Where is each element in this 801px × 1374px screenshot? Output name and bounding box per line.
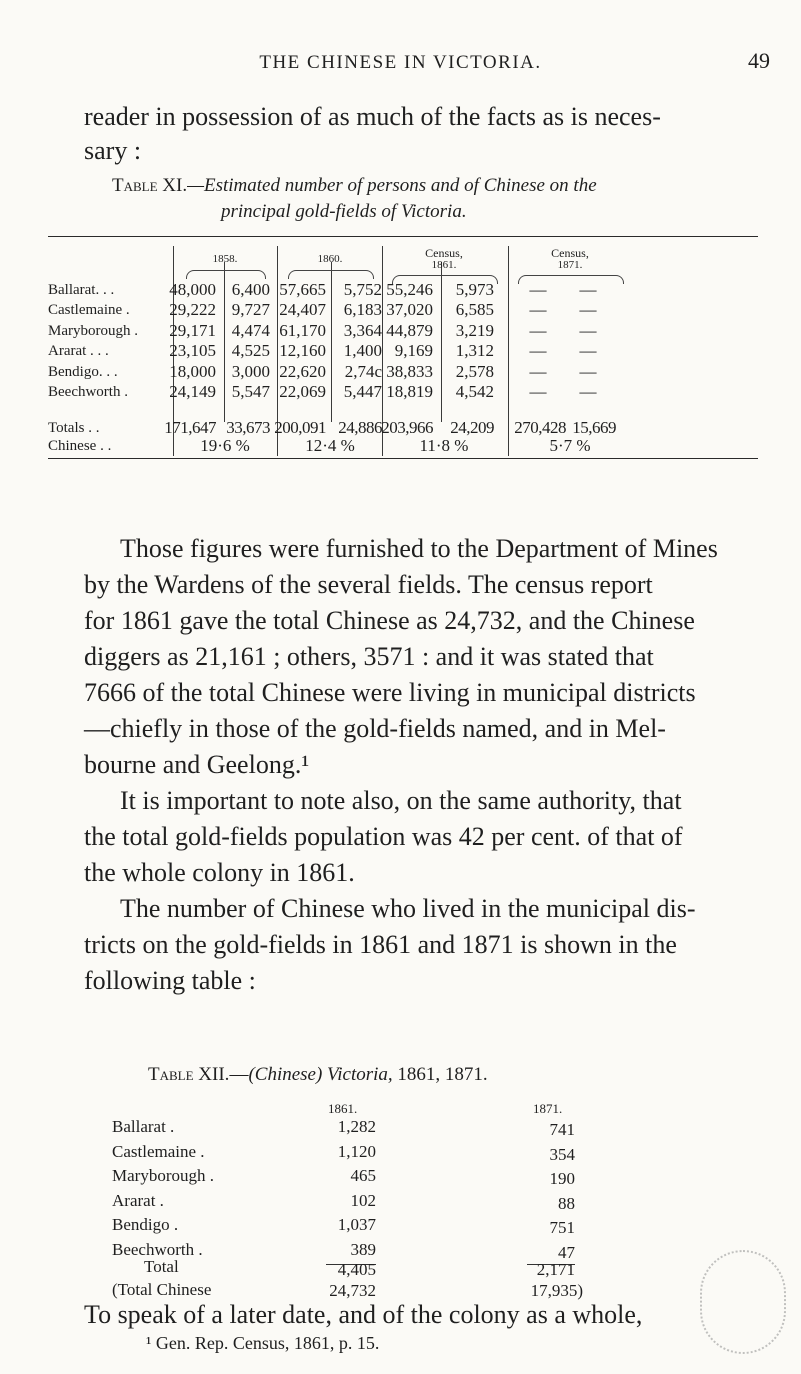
table11-cell: —	[529, 280, 547, 299]
table11-total-cell: 24,209	[450, 418, 494, 437]
table12-1871-value: 190	[549, 1169, 575, 1188]
table11-title-1: —Estimated number of persons and of Chinese on the	[187, 175, 597, 196]
table11-cell: 18,000	[169, 361, 216, 381]
para3-line: The number of Chinese who lived in the municipal dis-	[120, 894, 696, 923]
table11-cell: 61,170	[279, 320, 326, 340]
table11-cell: —	[579, 341, 597, 361]
table11-cell: 57,665	[279, 280, 326, 299]
table12-total-label: Total	[144, 1257, 179, 1276]
table11-row-label: Bendigo. . .	[48, 363, 118, 380]
table11-brace	[288, 270, 374, 279]
table11-cell: 12,160	[279, 341, 326, 361]
para2-line: the whole colony in 1861.	[84, 858, 355, 887]
table11-year-bottom: 1858.	[212, 253, 238, 265]
table11-top-rule	[48, 236, 758, 237]
table11-cell: 9,169	[394, 341, 433, 361]
para1-line: bourne and Geelong.¹	[84, 750, 310, 779]
table11-cell: 6,400	[231, 280, 270, 299]
table11-cell: 4,525	[231, 341, 270, 361]
table11-cell: 44,879	[386, 320, 433, 340]
table11-cell: 5,752	[343, 280, 382, 299]
table11-cell: —	[529, 300, 547, 320]
table11-total-cell: 171,647	[164, 418, 216, 437]
table11-row-label: Castlemaine .	[48, 302, 130, 319]
closing-line: To speak of a later date, and of the colony as a whole,	[84, 1300, 643, 1329]
table11-cell: —	[579, 280, 597, 299]
library-stamp-image	[700, 1250, 786, 1354]
table12-row-label: Ballarat .	[112, 1117, 175, 1136]
table12-1861-value: 1,120	[337, 1141, 376, 1161]
para2-line: the total gold-fields population was 42 per cent. of that of	[84, 822, 683, 851]
table11-cell: 24,149	[169, 382, 216, 401]
table11-cell: —	[529, 320, 547, 340]
table11-cell: 2,578	[455, 361, 494, 381]
table11-cell: 5,547	[231, 382, 270, 401]
table11-cell: 37,020	[386, 300, 433, 320]
table11-cell: 6,183	[343, 300, 382, 320]
table11-total-cell: 24,886	[338, 418, 382, 437]
table12-title: (Chinese) Victoria,	[248, 1064, 393, 1085]
table12-years: 1861, 1871.	[397, 1064, 488, 1085]
table12-total-1871: 2,171	[536, 1260, 575, 1279]
table11-cell: 22,069	[279, 382, 326, 401]
table12-dash: —	[229, 1064, 249, 1085]
intro-line-2: sary :	[84, 136, 142, 165]
table11-cell: 2,74c	[344, 361, 382, 381]
table11-cell: 1,312	[455, 341, 494, 361]
table11-cell: 9,727	[231, 300, 270, 320]
table12-total-1861: 4,405	[337, 1260, 376, 1279]
table11-chinese-pct: 5·7 %	[549, 436, 591, 455]
table11-cell: 18,819	[386, 382, 433, 401]
table11-cell: —	[529, 361, 547, 381]
table11-chinese-pct: 19·6 %	[200, 436, 250, 455]
table11-cell: —	[579, 361, 597, 381]
page-number: 49	[748, 48, 770, 73]
para1-line: for 1861 gave the total Chinese as 24,732, and the Chinese	[84, 606, 695, 635]
table12-1861-value: 389	[350, 1239, 376, 1259]
table11-cell: 4,542	[455, 382, 494, 401]
table12-row-label: Beechworth .	[112, 1239, 203, 1259]
table11-cell: 29,222	[169, 300, 216, 320]
table11-row-label: Beechworth .	[48, 384, 128, 400]
table11-total-cell: 203,966	[381, 418, 433, 437]
table11-cell: 23,105	[169, 341, 216, 361]
table11-brace	[186, 270, 266, 279]
table11-cell: 24,407	[279, 300, 326, 320]
table11-cell: —	[529, 382, 547, 401]
table12-col-1861: 1861.	[328, 1101, 358, 1116]
table12-row-label: Maryborough .	[112, 1166, 214, 1185]
table12-1871-value: 741	[549, 1120, 575, 1139]
table11-cell: 22,620	[279, 361, 326, 381]
table11	[48, 232, 758, 502]
table11-row-label: Maryborough .	[48, 322, 138, 339]
table12-total-chinese-1861: 24,732	[329, 1281, 376, 1300]
table11-cell: 3,000	[231, 361, 270, 381]
table12-total-chinese-label: (Total Chinese	[112, 1280, 212, 1299]
para3-line: following table :	[84, 966, 256, 995]
table11-caption	[112, 172, 732, 200]
para1-line: Those figures were furnished to the Department of Mines	[120, 534, 718, 563]
table12-1861-value: 1,282	[337, 1117, 376, 1136]
table12-total-chinese-1871: 17,935)	[530, 1281, 583, 1300]
table11-cell: 5,973	[455, 280, 494, 299]
para1-line: by the Wardens of the several fields. The census report	[84, 570, 653, 599]
table11-cell: 1,400	[343, 341, 382, 361]
footnote: ¹ Gen. Rep. Census, 1861, p. 15.	[146, 1333, 380, 1353]
table12-1861-value: 465	[350, 1166, 376, 1185]
table12-label: Table XII.	[148, 1064, 230, 1085]
table11-year-bottom: 1861.	[431, 259, 457, 271]
table11-cell: 48,000	[169, 280, 216, 299]
table11-row-label: Ararat . . .	[48, 343, 109, 360]
table11-total-cell: 33,673	[226, 418, 270, 437]
table11-cell: —	[579, 300, 597, 320]
table12-caption	[148, 1064, 788, 1086]
table11-cell: 5,447	[343, 382, 382, 401]
table12-col-1871: 1871.	[533, 1101, 563, 1116]
table12-row-label: Bendigo .	[112, 1215, 179, 1234]
table11-total-cell: 200,091	[274, 418, 326, 437]
para3-line: tricts on the gold-fields in 1861 and 1871 is shown in the	[84, 930, 677, 959]
table11-cell: 3,364	[343, 320, 382, 340]
para1-line: 7666 of the total Chinese were living in municipal districts	[84, 678, 696, 707]
table11-year-top: Census,	[551, 246, 589, 260]
table11-label: Table XI.	[112, 175, 188, 196]
table11-title-2: principal gold-fields of Victoria.	[221, 201, 467, 222]
table12-1861-value: 102	[350, 1190, 376, 1210]
table11-cell: 4,474	[231, 320, 270, 340]
table11-totals-label: Totals . .	[48, 420, 100, 436]
para2-line: It is important to note also, on the same authority, that	[120, 786, 682, 815]
table11-cell: —	[579, 382, 597, 401]
table12-1871-value: 47	[558, 1242, 575, 1262]
table11-chinese-label: Chinese . .	[48, 438, 112, 454]
table12-1871-value: 88	[558, 1193, 575, 1213]
table12-1871-value: 354	[549, 1144, 575, 1164]
table12-row-label: Ararat .	[112, 1190, 164, 1210]
table11-cell: 55,246	[386, 280, 433, 299]
running-head: THE CHINESE IN VICTORIA.	[259, 52, 542, 73]
table11-cell: —	[579, 320, 597, 340]
table12-1861-value: 1,037	[337, 1215, 376, 1234]
table12-row-label: Castlemaine .	[112, 1141, 205, 1161]
table11-cell: 6,585	[455, 300, 494, 320]
para1-line: —chiefly in those of the gold-fields named, and in Mel-	[84, 714, 666, 743]
table11-row-label: Ballarat. . .	[48, 282, 115, 298]
table12-1871-value: 751	[549, 1218, 575, 1237]
table11-total-cell: 15,669	[572, 418, 616, 437]
table11-cell: 3,219	[455, 320, 494, 340]
table11-year-bottom: 1860.	[317, 253, 343, 265]
intro-line-1: reader in possession of as much of the facts as is neces-	[84, 102, 661, 131]
table11-cell: 29,171	[169, 320, 216, 340]
table11-total-cell: 270,428	[514, 418, 566, 437]
para1-line: diggers as 21,161 ; others, 3571 : and it was stated that	[84, 642, 654, 671]
table11-year-bottom: 1871.	[557, 259, 583, 271]
table11-bottom-rule	[48, 458, 758, 459]
table11-cell: 38,833	[386, 361, 433, 381]
table11-chinese-pct: 11·8 %	[419, 436, 469, 455]
table11-cell: —	[529, 341, 547, 361]
table11-year-top: Census,	[425, 246, 463, 260]
table11-chinese-pct: 12·4 %	[305, 436, 355, 455]
